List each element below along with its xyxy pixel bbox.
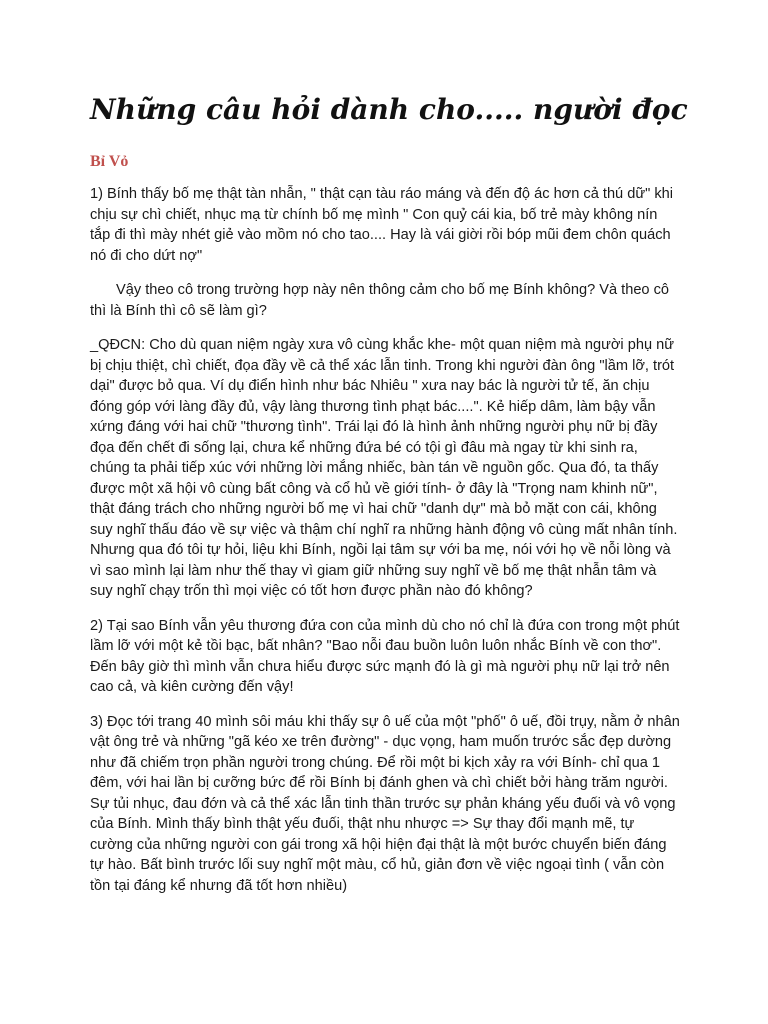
paragraph-question-1: 1) Bính thấy bố mẹ thật tàn nhẫn, " thật cạn tàu ráo máng và đến độ ác hơn cả thú dữ" khi chịu sự chì chiết, nhục mạ từ chính bố mẹ mình " Con quỷ cái kia, bố trẻ mày không nín tắp đi thì mày nhét giẻ vào mồm nó cho tao.... Hay là vái giời rồi bóp mũi đem chôn quách nó đi cho dứt nợ"	[90, 186, 674, 264]
paragraph-question-3: 3) Đọc tới trang 40 mình sôi máu khi thấy sự ô uế của một "phố" ô uế, đồi trụy, nằm ở nhân vật ông trẻ và những "gã kéo xe trên đường" - dục vọng, ham muốn trước sắc đẹp dường như đã chiếm trọn phần người trong chúng. Để rồi một bi kịch xảy ra với Bính- chỉ qua 1 đêm, với hai lần bị cưỡng bức để rồi Bính bị đánh ghen và chì chiết bởi hàng trăm người. Sự tủi nhục, đau đớn và cả thể xác lẫn tinh thần trước sự phản kháng yếu đuối và vô vọng của Bính. Mình thấy bình thật yếu đuối, thật nhu nhược => Sự thay đổi mạnh mẽ, tự cường của những người con gái trong xã hội hiện đại thật là một bước chuyển biến đáng tự hào. Bất bình trước lối suy nghĩ một màu, cổ hủ, giản đơn về việc ngoại tình ( vẫn còn tồn tại đáng kể nhưng đã tốt hơn nhiều)	[90, 713, 680, 894]
document-page	[90, 88, 688, 910]
paragraph-answer-1: _QĐCN: Cho dù quan niệm ngày xưa vô cùng khắc khe- một quan niệm mà người phụ nữ bị chịu thiệt, chì chiết, đọa đầy về cả thể xác lẫn tinh. Trong khi người đàn ông "lầm lỡ, trót dại" được bỏ qua. Ví dụ điển hình như bác Nhiêu " xưa nay bác là người tử tế, ăn chịu đóng góp với làng đầy đủ, vậy làng thương tình phạt bác....". Kẻ hiếp dâm, làm bậy vẫn xứng đáng với hai chữ "thương tình". Trái lại đó là hình ảnh những người phụ nữ bị đầy đọa đến chết đi sống lại, chưa kể những đứa bé có tội gì đâu mà ngay từ khi sinh ra, chúng ta phải tiếp xúc với những lời mắng nhiếc, bàn tán về nguồn gốc. Qua đó, ta thấy được một xã hội vô cùng bất công và cổ hủ về giới tính- ở đây là "Trọng nam khinh nữ", thật đáng trách cho những người bố mẹ vì hai chữ "danh dự" mà bỏ mặt con cái, không suy nghĩ thấu đáo về sự việc và thậm chí nghĩ ra những hành động vô cùng mất nhân tính. Nhưng qua đó tôi tự hỏi, liệu khi Bính, ngồi lại tâm sự với ba mẹ, nói với họ về nỗi lòng và vì sao mình lại làm như thế thay vì giam giữ những suy nghĩ về bố mẹ thật nhẫn tâm và suy nghĩ chạy trốn thì mọi việc có tốt hơn được phần nào đó không?	[90, 337, 678, 599]
author-name: Bỉ Vỏ	[90, 153, 129, 170]
document-title: Những câu hỏi dành cho..... người đọc	[90, 93, 688, 126]
paragraph-question-1-followup: Vậy theo cô trong trường hợp này nên thông cảm cho bố mẹ Bính không? Và theo cô thì là Bính thì cô sẽ làm gì?	[90, 282, 670, 319]
paragraph-question-2: 2) Tại sao Bính vẫn yêu thương đứa con của mình dù cho nó chỉ là đứa con trong một phút lầm lỡ với một kẻ tồi bạc, bất nhân? "Bao nỗi đau buồn luôn luôn nhắc Bính về con thơ". Đến bây giờ thì mình vẫn chưa hiểu được sức mạnh đó là gì mà người phụ nữ lại trở nên cao cả, và kiên cường đến vậy!	[90, 617, 680, 695]
